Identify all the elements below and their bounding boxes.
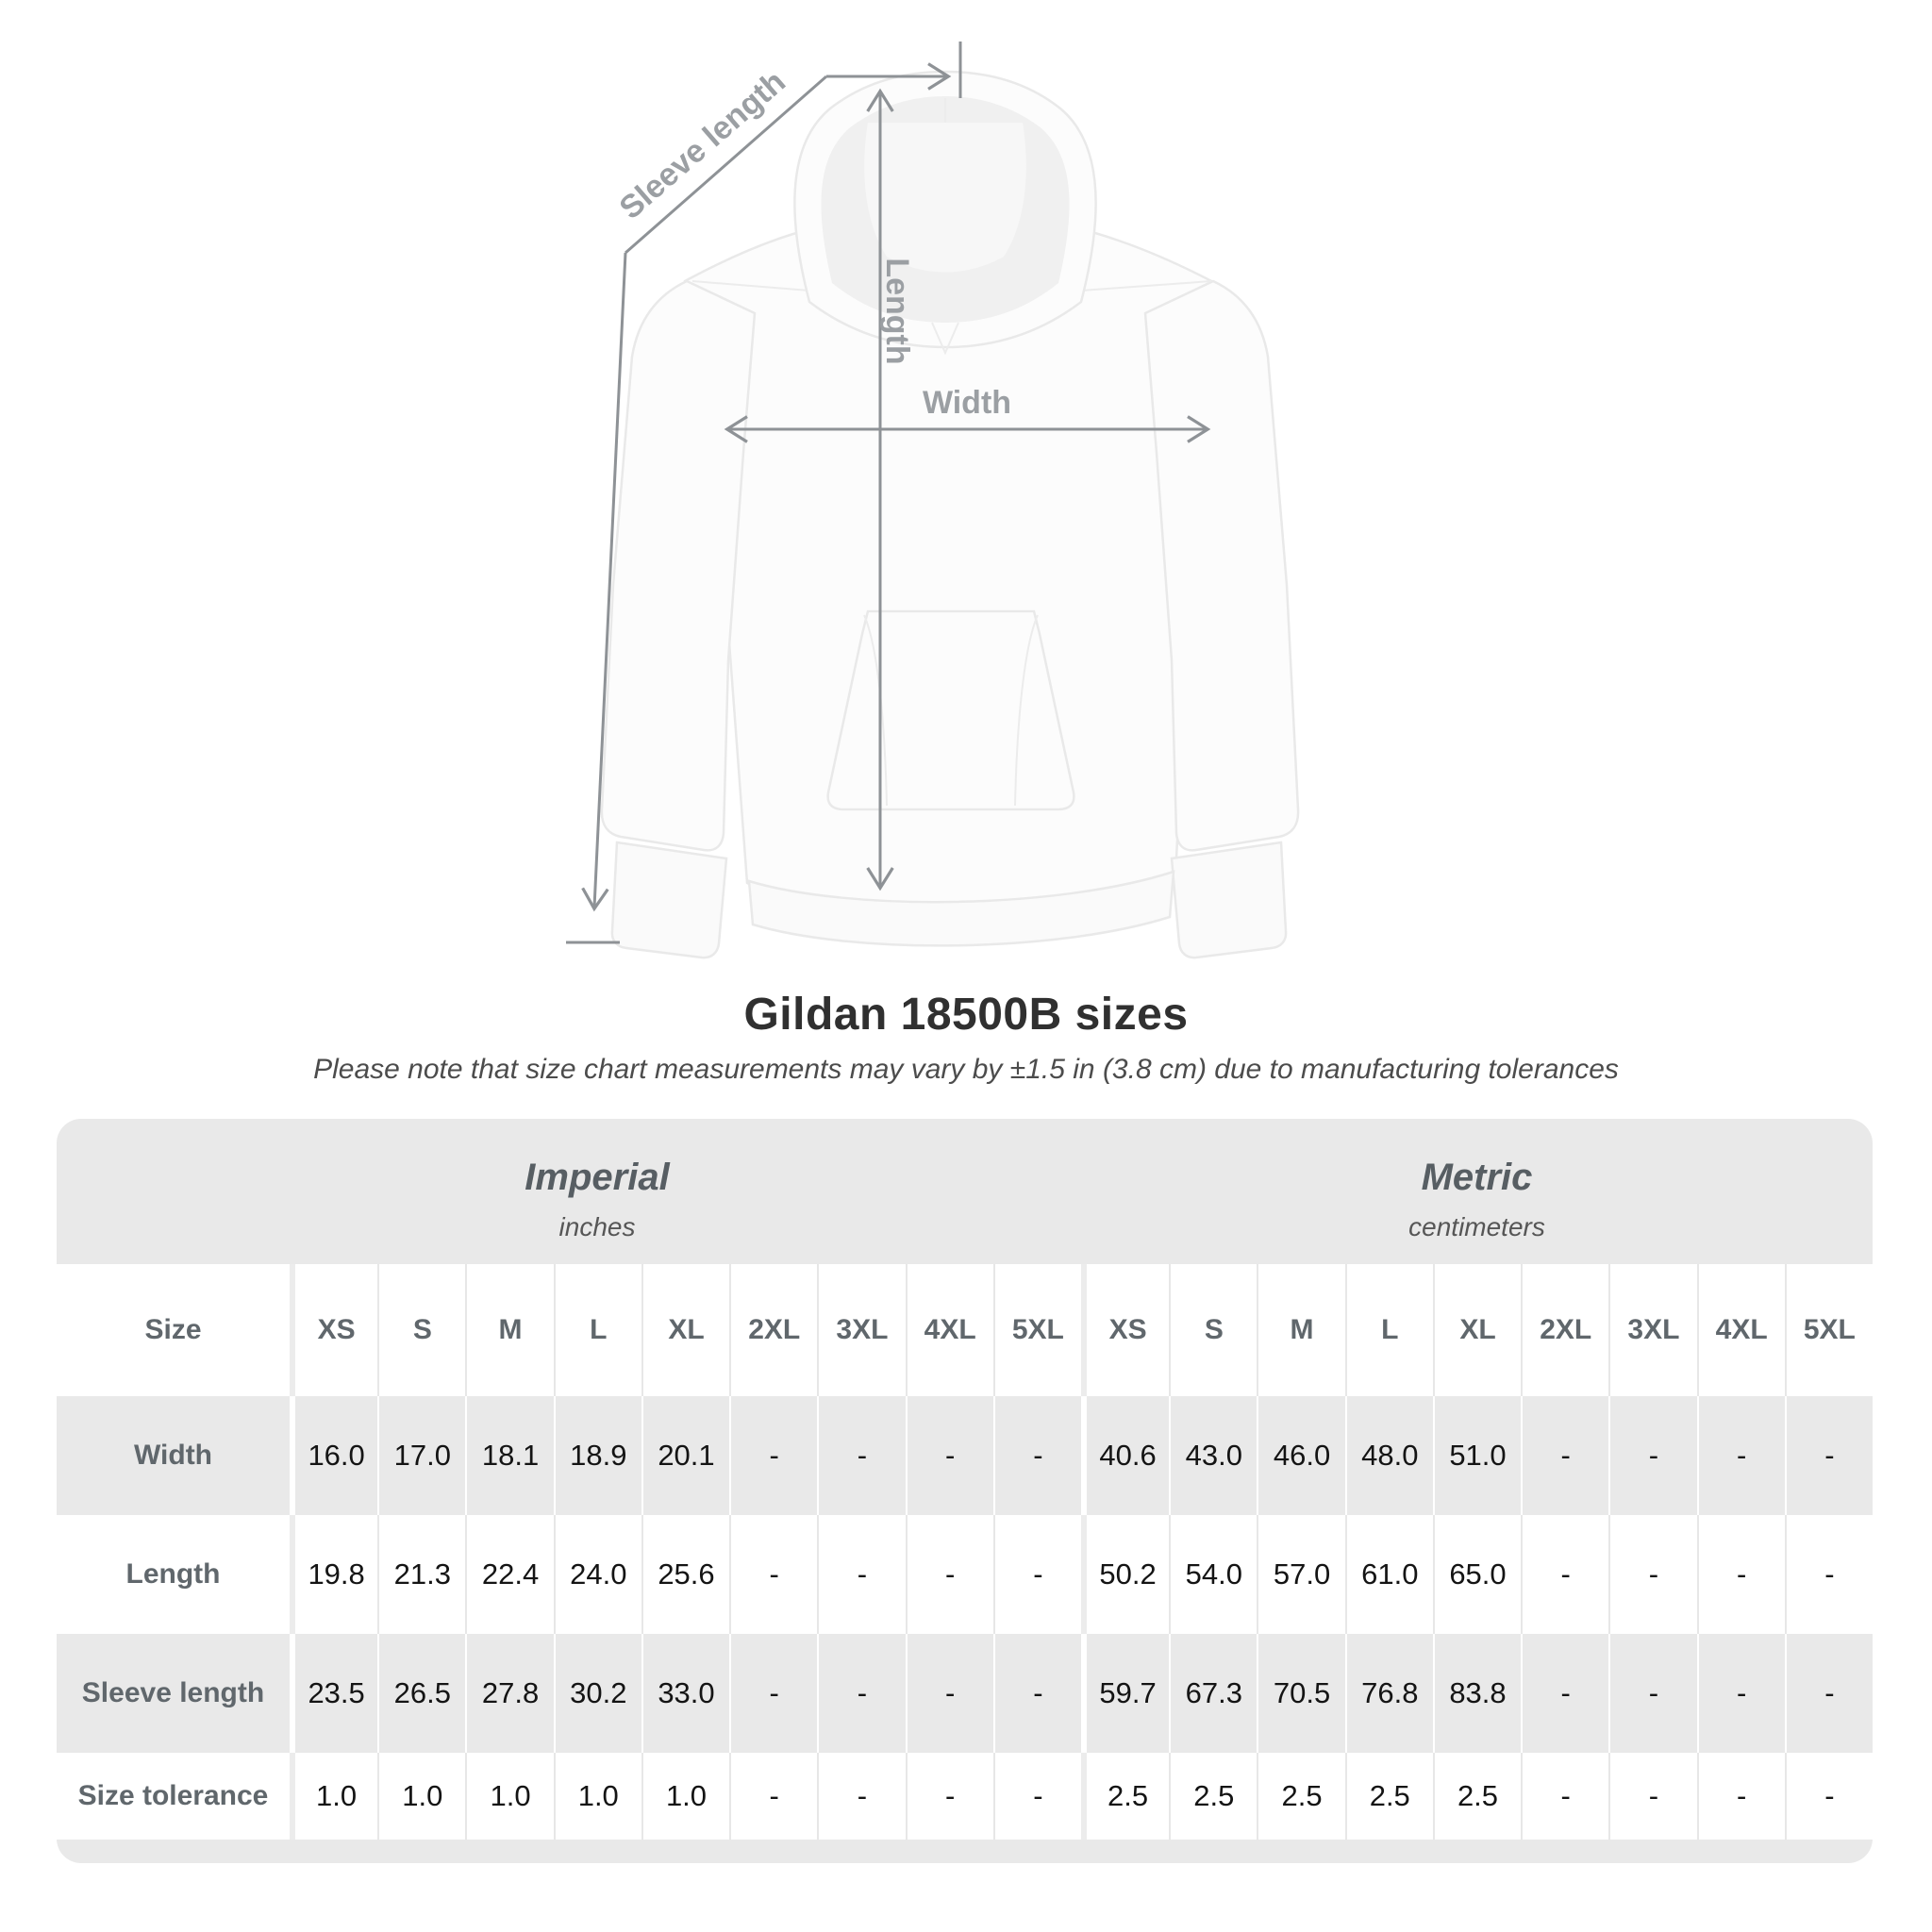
value-size-tolerance-imperial-m: 1.0	[465, 1753, 553, 1840]
value-size-tolerance-imperial-xs: 1.0	[290, 1753, 377, 1840]
value-width-imperial-xl: 20.1	[641, 1396, 729, 1515]
size-header-metric-m: M	[1257, 1264, 1344, 1396]
value-width-metric-xs: 40.6	[1081, 1396, 1169, 1515]
value-size-tolerance-imperial-3xl: -	[817, 1753, 905, 1840]
unit-header	[57, 1119, 1873, 1264]
value-size-tolerance-metric-4xl: -	[1697, 1753, 1785, 1840]
value-length-imperial-l: 24.0	[554, 1515, 641, 1634]
measurement-row-width	[57, 1396, 1873, 1515]
size-table	[57, 1119, 1873, 1863]
value-length-metric-xs: 50.2	[1081, 1515, 1169, 1634]
value-length-metric-3xl: -	[1608, 1515, 1696, 1634]
value-size-tolerance-imperial-4xl: -	[906, 1753, 993, 1840]
value-width-imperial-3xl: -	[817, 1396, 905, 1515]
value-length-imperial-xl: 25.6	[641, 1515, 729, 1634]
value-sleeve-length-imperial-xl: 33.0	[641, 1634, 729, 1753]
value-size-tolerance-metric-5xl: -	[1785, 1753, 1873, 1840]
page-title: Gildan 18500B sizes	[743, 990, 1189, 1040]
size-header-metric-5xl: 5XL	[1785, 1264, 1873, 1396]
size-header-imperial-4xl: 4XL	[906, 1264, 993, 1396]
value-size-tolerance-imperial-2xl: -	[729, 1753, 817, 1840]
value-width-metric-m: 46.0	[1257, 1396, 1344, 1515]
size-header-imperial-xs: XS	[290, 1264, 377, 1396]
value-width-imperial-5xl: -	[993, 1396, 1081, 1515]
value-length-metric-s: 54.0	[1169, 1515, 1257, 1634]
value-size-tolerance-metric-xl: 2.5	[1433, 1753, 1521, 1840]
value-sleeve-length-metric-s: 67.3	[1169, 1634, 1257, 1753]
value-width-imperial-m: 18.1	[465, 1396, 553, 1515]
value-sleeve-length-metric-l: 76.8	[1345, 1634, 1433, 1753]
size-header-imperial-3xl: 3XL	[817, 1264, 905, 1396]
unit-group-imperial-sublabel: inches	[558, 1212, 636, 1241]
value-length-imperial-3xl: -	[817, 1515, 905, 1634]
value-size-tolerance-imperial-5xl: -	[993, 1753, 1081, 1840]
value-sleeve-length-metric-m: 70.5	[1257, 1634, 1344, 1753]
value-length-metric-m: 57.0	[1257, 1515, 1344, 1634]
value-length-imperial-m: 22.4	[465, 1515, 553, 1634]
unit-group-imperial-label: Imperial	[525, 1157, 670, 1198]
value-width-imperial-xs: 16.0	[290, 1396, 377, 1515]
value-length-metric-l: 61.0	[1345, 1515, 1433, 1634]
unit-group-imperial	[57, 1119, 1081, 1264]
length-label: Length	[879, 258, 915, 365]
value-sleeve-length-imperial-5xl: -	[993, 1634, 1081, 1753]
value-size-tolerance-metric-m: 2.5	[1257, 1753, 1344, 1840]
value-size-tolerance-metric-2xl: -	[1521, 1753, 1608, 1840]
value-size-tolerance-imperial-xl: 1.0	[641, 1753, 729, 1840]
value-sleeve-length-imperial-3xl: -	[817, 1634, 905, 1753]
size-header-row	[57, 1264, 1873, 1396]
value-width-metric-xl: 51.0	[1433, 1396, 1521, 1515]
value-sleeve-length-imperial-l: 30.2	[554, 1634, 641, 1753]
page-subtitle: Please note that size chart measurements may vary by ±1.5 in (3.8 cm) due to manufacturing tolerances	[313, 1054, 1619, 1085]
unit-group-metric-label: Metric	[1421, 1157, 1533, 1198]
title-block	[0, 989, 1932, 1086]
size-header-metric-2xl: 2XL	[1521, 1264, 1608, 1396]
size-header-metric-xs: XS	[1081, 1264, 1169, 1396]
size-header-metric-xl: XL	[1433, 1264, 1521, 1396]
value-length-imperial-5xl: -	[993, 1515, 1081, 1634]
value-length-imperial-4xl: -	[906, 1515, 993, 1634]
value-width-metric-5xl: -	[1785, 1396, 1873, 1515]
value-length-imperial-2xl: -	[729, 1515, 817, 1634]
value-length-metric-5xl: -	[1785, 1515, 1873, 1634]
value-width-imperial-s: 17.0	[377, 1396, 465, 1515]
size-table-grid	[57, 1264, 1873, 1840]
value-size-tolerance-metric-3xl: -	[1608, 1753, 1696, 1840]
value-size-tolerance-imperial-s: 1.0	[377, 1753, 465, 1840]
width-label: Width	[922, 385, 1012, 421]
size-header-imperial-2xl: 2XL	[729, 1264, 817, 1396]
measurement-row-sleeve-length	[57, 1634, 1873, 1753]
value-size-tolerance-metric-s: 2.5	[1169, 1753, 1257, 1840]
value-sleeve-length-imperial-2xl: -	[729, 1634, 817, 1753]
size-header-imperial-l: L	[554, 1264, 641, 1396]
hoodie-left-sleeve	[602, 281, 755, 850]
size-header-imperial-5xl: 5XL	[993, 1264, 1081, 1396]
row-label-sleeve-length: Sleeve length	[81, 1677, 265, 1708]
value-sleeve-length-metric-2xl: -	[1521, 1634, 1608, 1753]
value-size-tolerance-imperial-l: 1.0	[554, 1753, 641, 1840]
value-sleeve-length-metric-4xl: -	[1697, 1634, 1785, 1753]
row-label-width: Width	[133, 1440, 213, 1471]
value-sleeve-length-imperial-s: 26.5	[377, 1634, 465, 1753]
measurement-row-size-tolerance	[57, 1753, 1873, 1840]
value-sleeve-length-imperial-m: 27.8	[465, 1634, 553, 1753]
size-header-metric-4xl: 4XL	[1697, 1264, 1785, 1396]
value-sleeve-length-metric-xl: 83.8	[1433, 1634, 1521, 1753]
sleeve-length-label: Sleeve length	[612, 63, 792, 226]
row-label-length: Length	[125, 1558, 221, 1590]
value-length-imperial-xs: 19.8	[290, 1515, 377, 1634]
size-header-metric-l: L	[1345, 1264, 1433, 1396]
value-length-imperial-s: 21.3	[377, 1515, 465, 1634]
value-width-metric-s: 43.0	[1169, 1396, 1257, 1515]
value-length-metric-2xl: -	[1521, 1515, 1608, 1634]
value-width-imperial-l: 18.9	[554, 1396, 641, 1515]
size-header-imperial-s: S	[377, 1264, 465, 1396]
value-size-tolerance-metric-xs: 2.5	[1081, 1753, 1169, 1840]
size-header-metric-s: S	[1169, 1264, 1257, 1396]
row-label-size-tolerance: Size tolerance	[77, 1780, 269, 1811]
value-length-metric-xl: 65.0	[1433, 1515, 1521, 1634]
size-column-title: Size	[144, 1314, 202, 1345]
value-width-metric-l: 48.0	[1345, 1396, 1433, 1515]
value-width-imperial-2xl: -	[729, 1396, 817, 1515]
hoodie-right-cuff	[1172, 842, 1286, 958]
hoodie-illustration	[602, 72, 1298, 958]
hood-inner-back	[864, 123, 1025, 273]
value-sleeve-length-metric-xs: 59.7	[1081, 1634, 1169, 1753]
value-size-tolerance-metric-l: 2.5	[1345, 1753, 1433, 1840]
hoodie-left-cuff	[612, 842, 726, 958]
value-length-metric-4xl: -	[1697, 1515, 1785, 1634]
value-sleeve-length-imperial-xs: 23.5	[290, 1634, 377, 1753]
value-width-metric-3xl: -	[1608, 1396, 1696, 1515]
unit-group-metric-sublabel: centimeters	[1408, 1212, 1545, 1241]
value-width-imperial-4xl: -	[906, 1396, 993, 1515]
value-sleeve-length-metric-3xl: -	[1608, 1634, 1696, 1753]
value-sleeve-length-metric-5xl: -	[1785, 1634, 1873, 1753]
measurement-row-length	[57, 1515, 1873, 1634]
value-sleeve-length-imperial-4xl: -	[906, 1634, 993, 1753]
value-width-metric-4xl: -	[1697, 1396, 1785, 1515]
size-header-metric-3xl: 3XL	[1608, 1264, 1696, 1396]
value-width-metric-2xl: -	[1521, 1396, 1608, 1515]
size-header-imperial-xl: XL	[641, 1264, 729, 1396]
size-header-imperial-m: M	[465, 1264, 553, 1396]
unit-group-metric	[1081, 1119, 1873, 1264]
hoodie-pocket	[828, 611, 1074, 809]
